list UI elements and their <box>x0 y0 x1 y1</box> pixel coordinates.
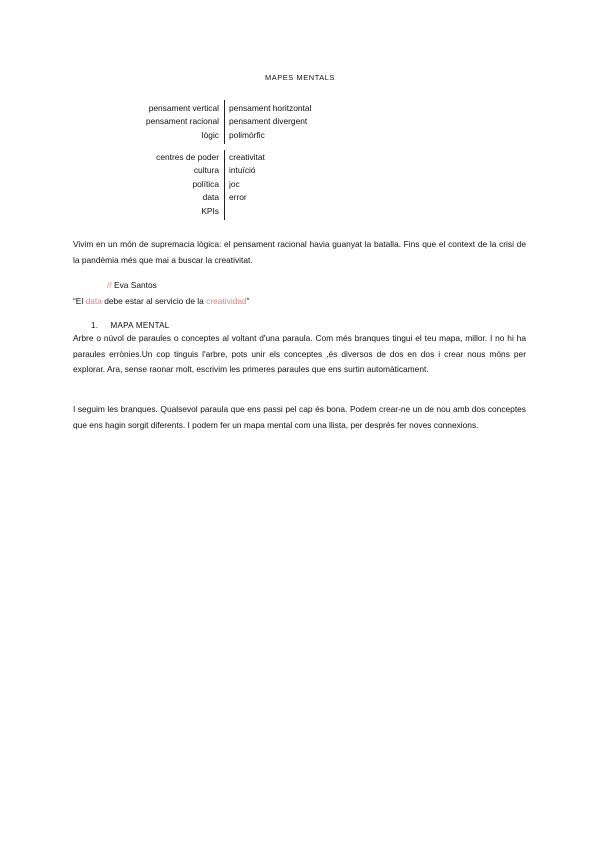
comparison-table-top <box>100 102 400 142</box>
table-row <box>100 191 400 204</box>
table-cell-left: KPIs <box>201 205 219 216</box>
table-divider <box>224 100 225 144</box>
quote-slash: // <box>107 280 112 290</box>
table-cell-left: pensament vertical <box>148 103 219 113</box>
table-cell-left: data <box>202 192 219 203</box>
table-row <box>100 102 400 115</box>
quote-open: “El <box>73 296 86 306</box>
table-row <box>100 115 400 128</box>
quote-close: ” <box>246 296 250 306</box>
table-cell-left: centres de poder <box>156 152 219 162</box>
table-cell-right: polimòrfic <box>229 129 265 140</box>
table-cell-right: creativitat <box>229 152 265 162</box>
body-paragraph-1: Arbre o núvol de paraules o conceptes al voltant d'una paraula. Com més branques tingui el teu mapa, millor. I no hi ha paraules errònies.Un cop tinguis l'arbre, pots unir els conceptes ,és diversos de dos en dos i crear nous móns per explorar. Ara, sense raonar molt, escrivim les primeres paraules que ens surtin automàticament. <box>73 333 526 375</box>
table-cell-right: pensament horitzontal <box>229 103 312 113</box>
table-row <box>100 205 400 218</box>
table-cell-left: lògic <box>201 129 219 140</box>
table-cell-left: pensament racional <box>145 116 219 127</box>
table-cell-right: error <box>229 192 247 203</box>
table-cell-right: joc <box>229 178 240 189</box>
intro-paragraph: Vivim en un món de supremacia lògica: el pensament racional havia guanyat la batalla. Fins que el context de la crisi de la pandèmia més que mai a buscar la creativitat. <box>73 239 526 265</box>
quote-word-creatividad: creatividad <box>206 296 247 306</box>
quote-author <box>107 280 157 290</box>
table-row <box>100 164 400 177</box>
section-heading <box>91 321 170 330</box>
section-number: 1. <box>91 321 99 330</box>
quote-text <box>73 296 249 306</box>
quote-word-data: data <box>85 296 102 306</box>
body-paragraph-2: I seguim les branques. Qualsevol paraula que ens passi pel cap és bona. Podem crear-ne un de nou amb dos conceptes que ens hagin sorgit diferents. I podem fer un mapa mental com una llista, per després fer noves connexions. <box>73 404 526 430</box>
table-cell-left: cultura <box>193 165 219 176</box>
table-row <box>100 178 400 191</box>
table-divider <box>224 150 225 220</box>
table-cell-left: política <box>192 178 219 189</box>
comparison-table-bottom <box>100 151 400 218</box>
table-row <box>100 151 400 164</box>
section-title: MAPA MENTAL <box>110 321 170 330</box>
table-row <box>100 129 400 142</box>
table-cell-right: pensament divergent <box>229 116 308 127</box>
table-cell-right: intuïció <box>229 165 256 176</box>
page-title: MAPES MENTALS <box>264 73 336 82</box>
quote-author-name: Eva Santos <box>113 280 157 290</box>
quote-middle: debe estar al servicio de la <box>101 296 207 306</box>
